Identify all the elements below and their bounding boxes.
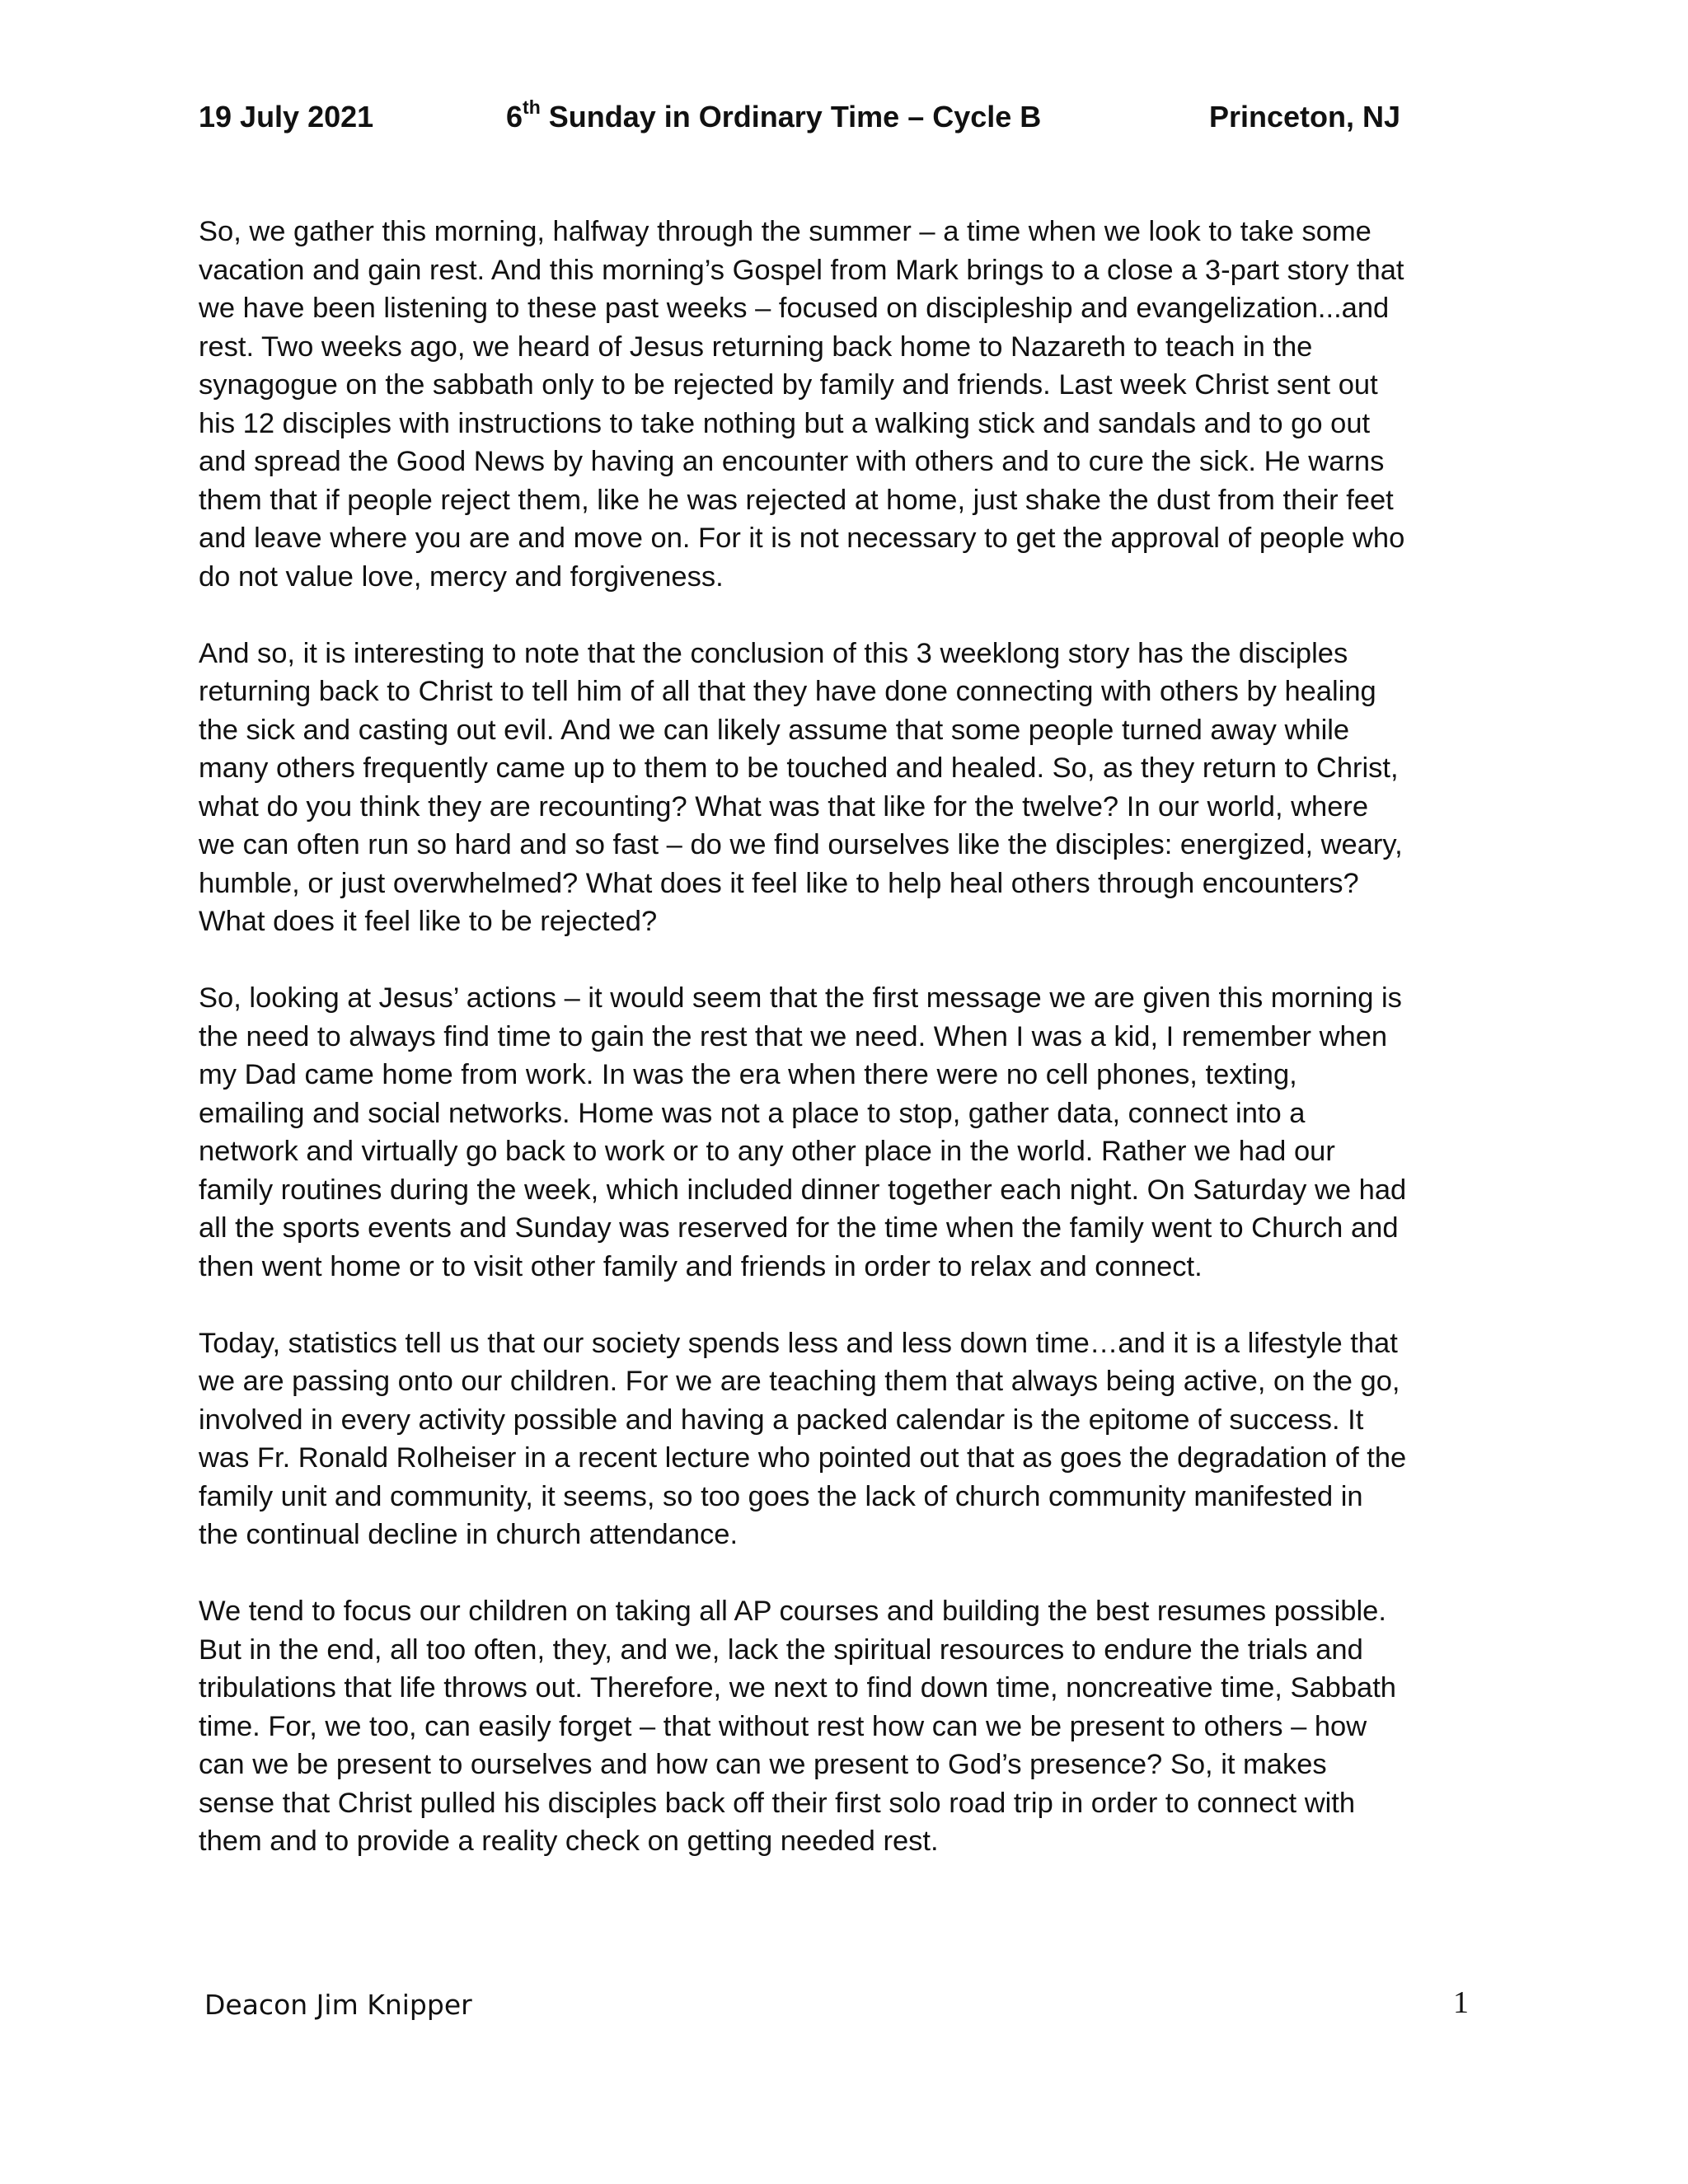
text-line: them that if people reject them, like he was rejected at home, just shake the dust from their feet [199, 484, 1394, 516]
text-line: So, we gather this morning, halfway through the summer – a time when we look to take some [199, 216, 1372, 247]
text-line: and leave where you are and move on. For it is not necessary to get the approval of people who [199, 523, 1405, 554]
text-line: Today, statistics tell us that our society spends less and less down time…and it is a lifestyle that [199, 1327, 1398, 1359]
text-line: So, looking at Jesus’ actions – it would seem that the first message we are given this morning is [199, 982, 1402, 1014]
header-title-rest: Sunday in Ordinary Time – Cycle B [540, 100, 1042, 134]
paragraph [199, 213, 1509, 596]
text-line: we have been listening to these past weeks – focused on discipleship and evangelization...and [199, 293, 1390, 324]
text-line: can we be present to ourselves and how can we present to God’s presence? So, it makes [199, 1749, 1327, 1780]
header-place: Princeton, NJ [1209, 100, 1401, 134]
text-line: the need to always find time to gain the rest that we need. When I was a kid, I remember when [199, 1020, 1388, 1052]
text-line: humble, or just overwhelmed? What does it feel like to help heal others through encounters? [199, 867, 1359, 899]
text-line: But in the end, all too often, they, and we, lack the spiritual resources to endure the trials and [199, 1633, 1363, 1666]
text-line: was Fr. Ronald Rolheiser in a recent lecture who pointed out that as goes the degradation of the [199, 1442, 1407, 1474]
text-line: his 12 disciples with instructions to take nothing but a walking stick and sandals and to go out [199, 407, 1371, 439]
text-line: all the sports events and Sunday was reserved for the time when the family went to Church and [199, 1212, 1399, 1244]
text-line: many others frequently came up to them to be touched and healed. So, as they return to Christ, [199, 752, 1399, 784]
paragraph [199, 979, 1509, 1286]
footer-author: Deacon Jim Knipper [204, 1989, 472, 2021]
text-line: then went home or to visit other family and friends in order to relax and connect. [199, 1250, 1203, 1282]
text-line: and spread the Good News by having an encounter with others and to cure the sick. He warns [199, 446, 1385, 477]
page-number: 1 [1453, 1985, 1469, 2020]
text-line: rest. Two weeks ago, we heard of Jesus returning back home to Nazareth to teach in the [199, 330, 1313, 363]
text-line: my Dad came home from work. In was the era when there were no cell phones, texting, [199, 1059, 1297, 1090]
text-line: We tend to focus our children on taking all AP courses and building the best resumes possible. [199, 1596, 1386, 1627]
text-line: we are passing onto our children. For we are teaching them that always being active, on the go, [199, 1366, 1400, 1397]
text-line: returning back to Christ to tell him of all that they have done connecting with others by healing [199, 676, 1376, 707]
header-date: 19 July 2021 [199, 100, 374, 134]
text-line: we can often run so hard and so fast – do we find ourselves like the disciples: energized, weary, [199, 829, 1403, 860]
paragraph [199, 635, 1509, 941]
text-line: time. For, we too, can easily forget – that without rest how can we be present to others – how [199, 1710, 1367, 1742]
text-line: family unit and community, it seems, so too goes the lack of church community manifested in [199, 1480, 1363, 1512]
paragraph [199, 1324, 1509, 1554]
text-line: them and to provide a reality check on getting needed rest. [199, 1825, 939, 1857]
text-line: the continual decline in church attendance. [199, 1519, 738, 1550]
text-line: tribulations that life throws out. Therefore, we next to find down time, noncreative time, Sabbath [199, 1672, 1396, 1704]
text-line: the sick and casting out evil. And we can likely assume that some people turned away while [199, 714, 1350, 746]
text-line: emailing and social networks. Home was not a place to stop, gather data, connect into a [199, 1097, 1306, 1129]
text-line: sense that Christ pulled his disciples back off their first solo road trip in order to connect with [199, 1787, 1356, 1819]
header-title-suffix: th [523, 96, 541, 118]
text-line: And so, it is interesting to note that the conclusion of this 3 weeklong story has the disciples [199, 637, 1348, 669]
text-line: vacation and gain rest. And this morning’s Gospel from Mark brings to a close a 3-part story that [199, 254, 1404, 286]
text-line: what do you think they are recounting? What was that like for the twelve? In our world, where [199, 790, 1369, 823]
text-line: involved in every activity possible and having a packed calendar is the epitome of success. It [199, 1404, 1364, 1436]
text-line: What does it feel like to be rejected? [199, 906, 658, 937]
homily-body [199, 213, 1509, 1861]
header-title-ordinal: 6 [506, 100, 523, 134]
header-title [506, 96, 1041, 138]
text-line: family routines during the week, which included dinner together each night. On Saturday we had [199, 1174, 1407, 1206]
text-line: synagogue on the sabbath only to be rejected by family and friends. Last week Christ sent out [199, 369, 1378, 401]
text-line: network and virtually go back to work or to any other place in the world. Rather we had our [199, 1136, 1335, 1167]
text-line: do not value love, mercy and forgiveness. [199, 560, 724, 593]
paragraph [199, 1592, 1509, 1861]
page-header [199, 96, 1501, 138]
